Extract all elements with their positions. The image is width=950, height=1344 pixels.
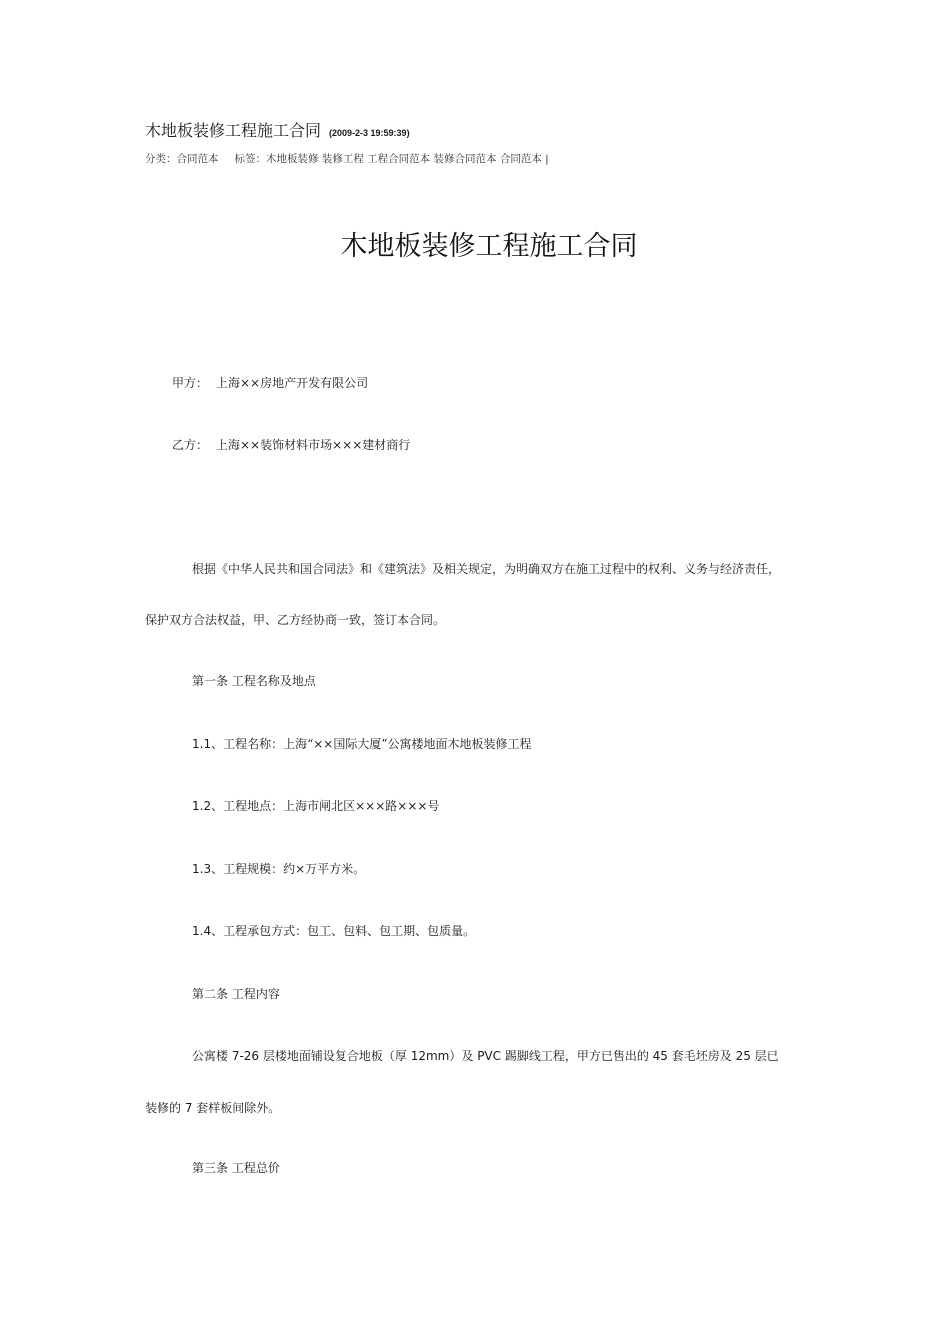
item-1-4-text: 、工程承包方式：包工、包料、包工期、包质量。 (211, 924, 476, 938)
item-1-3-text: 、工程规模：约×万平方米。 (211, 862, 366, 876)
item-1-2 (192, 797, 439, 814)
a2-l1-floors: 7-26 (231, 1049, 260, 1063)
a2-l1-thickness: 12mm (410, 1049, 450, 1063)
party-b-label: 乙方： (172, 438, 209, 452)
a2-l2-a: 装修的 (145, 1101, 185, 1115)
category-label: 分类： (145, 153, 177, 165)
a2-l1-i: 套毛坯房及 (667, 1049, 736, 1063)
a2-l1-pvc: PVC (477, 1049, 502, 1063)
preamble-line-2: 保护双方合法权益，甲、乙方经协商一致，签订本合同。 (145, 613, 446, 627)
a2-l2-count: 7 (184, 1101, 193, 1115)
party-a-label: 甲方： (172, 376, 209, 390)
item-1-4-number: 1.4 (192, 924, 212, 938)
article-2-line-1 (192, 1047, 779, 1064)
post-date: (2009-2-3 19:59:39) (329, 128, 410, 138)
a2-l1-sold-count: 45 (652, 1049, 668, 1063)
a2-l2-c: 套样板间除外。 (192, 1101, 281, 1115)
tags-label: 标签： (234, 153, 266, 165)
article-1-title: 第一条 工程名称及地点 (192, 674, 316, 688)
a2-l1-floor-25: 25 (735, 1049, 751, 1063)
party-b (172, 436, 410, 453)
party-b-name: 上海××装饰材料市场×××建材商行 (216, 438, 411, 452)
document-title: 木地板装修工程施工合同 (340, 231, 638, 262)
party-a-name: 上海××房地产开发有限公司 (216, 376, 369, 390)
a2-l1-k: 层已 (750, 1049, 779, 1063)
post-title: 木地板装修工程施工合同 (145, 121, 322, 140)
post-header (145, 118, 410, 141)
tags-list[interactable]: 木地板装修 装修工程 工程合同范本 装修合同范本 合同范本 | (266, 153, 549, 165)
article-3-title: 第三条 工程总价 (192, 1161, 280, 1175)
item-1-1 (192, 735, 531, 752)
item-1-4 (192, 922, 475, 939)
item-1-2-number: 1.2 (192, 799, 212, 813)
preamble-line-1: 根据《中华人民共和国合同法》和《建筑法》及相关规定，为明确双方在施工过程中的权利、义务与经济责任， (192, 562, 781, 576)
a2-l1-a: 公寓楼 (192, 1049, 232, 1063)
item-1-3 (192, 860, 365, 877)
item-1-3-number: 1.3 (192, 862, 212, 876)
category-link[interactable]: 合同范本 (176, 153, 219, 165)
article-2-line-2 (145, 1099, 280, 1116)
a2-l1-g: 踢脚线工程，甲方已售出的 (501, 1049, 653, 1063)
party-a (172, 374, 368, 391)
a2-l1-e: ）及 (449, 1049, 478, 1063)
item-1-2-text: 、工程地点：上海市闸北区×××路×××号 (211, 799, 440, 813)
item-1-1-number: 1.1 (192, 737, 212, 751)
post-meta (145, 151, 549, 166)
item-1-1-text: 、工程名称：上海“××国际大厦”公寓楼地面木地板装修工程 (211, 737, 532, 751)
a2-l1-c: 层楼地面铺设复合地板（厚 (259, 1049, 411, 1063)
article-2-title: 第二条 工程内容 (192, 987, 280, 1001)
